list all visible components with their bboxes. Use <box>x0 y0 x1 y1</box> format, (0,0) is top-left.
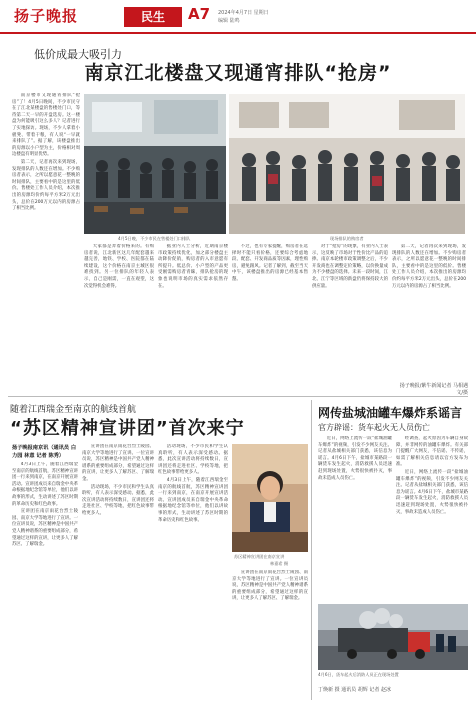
story2-photo <box>232 444 308 552</box>
story2-kicker: 随着江西瑞金至南京的航线首航 <box>10 405 137 415</box>
story2-column-4 <box>232 570 308 700</box>
masthead <box>0 0 476 34</box>
truck-fire-photo <box>318 604 468 670</box>
page-number: A7 <box>188 5 211 23</box>
story1-paragraph: 大家都是奔着价格来的。有购房者说，江北新区这几年配套越来越完善，地铁、学校、医院都在陆续建设，这个价格在南京主城区很难找到。另一位排队的年轻人表示，自己是刚需，一直在观望，这次觉得机会难得。 <box>84 244 154 289</box>
story2-paragraph: 活动现场，不少市民和学生认真聆听，有人表示深受感动。据悉，此次宣讲活动将持续数日，宣讲团还将走进社区、学校等地，把红色故事带给更多人。 <box>82 484 154 516</box>
story2-photo-credit: 林嘉希 摄 <box>270 561 289 566</box>
story2-paragraph: 4月3日上午，随着江西瑞金至南京的航线首航，苏区精神宣讲团一行来到南京，在南京开展宣讲活动。宣讲团成员来自瑞金中央革命根据地纪念馆等单位，他们以讲故事的形式，生动讲述了苏区时期的革命历史和红色故事。 <box>158 477 228 523</box>
story3-paragraph: 经调查，起火原因为车辆自身故障，并非网传的油罐车爆炸。有关部门提醒广大网友，不信谣、不传谣，如需了解相关信息请以官方发布为准。 <box>396 436 468 468</box>
section-divider <box>8 396 468 397</box>
story1-column-5 <box>312 244 388 392</box>
story1-headline: 南京江北楼盘又现通宵排队“抢房” <box>84 62 392 84</box>
story2-paragraph: 宣讲团在南京雨花台烈士陵园、南京大学等地进行了宣讲。一位宣讲员说，苏区精神是中国共产党人精神谱系的重要组成部分，希望通过这样的宣讲，让更多人了解苏区、了解瑞金。 <box>12 509 78 548</box>
story1-photo-right-caption: 现场排队的购房者 <box>330 236 364 241</box>
story1-column-6 <box>392 244 466 378</box>
story2-column-2 <box>82 444 154 700</box>
speaker-photo <box>232 444 308 552</box>
story1-paragraph: 第二天，记者再次来到现场，发现排队的人数还在增加。不少购房者表示，之所以愿意花一整晚的时间排队，主要看中的是这里的低价。售楼处工作人员介绍，本次推出的房源均价约每平方米2万元出头，总价在200万元以内的房源占了相当比例。 <box>392 244 466 289</box>
story2-paragraph: 宣讲团在南京雨花台烈士陵园、南京大学等地进行了宣讲。一位宣讲员说，苏区精神是中国共产党人精神谱系的重要组成部分，希望通过这样的宣讲，让更多人了解苏区、了解瑞金。 <box>232 570 308 602</box>
story3-photo-caption: 4月6日，货车起火后消防人员正在现场处置 <box>318 672 399 677</box>
story2-paragraph: 活动现场，不少市民和学生认真聆听，有人表示深受感动。据悉，此次宣讲活动将持续数日，宣讲团还将走进社区、学校等地，把红色故事带给更多人。 <box>158 444 228 476</box>
story1-photo-left-caption: 4月5日晚，不少市民在售楼处门口排队 <box>118 236 191 241</box>
story1-paragraph: 不过，也有专家提醒，购房者在选择时不能只看价格，还要综合考虑地段、配套、开发商品质等因素，理性购房，避免跟风。记者了解到，截至当天中午，该楼盘推出的房源已经基本售罄。 <box>232 244 308 282</box>
story3-column-1 <box>318 436 392 602</box>
story1-paragraph: 南京楼市又现通宵排队“抢房”了！4月5日晚间，不少市民守在了江北某楼盘的售楼处门口，等待第二天一早的开盘选房。这一楼盘为何能吸引这么多人？记者进行了实地探访。现场，不少人拿着小板凳、带着干粮，有人说“一早就来排队了”。据了解，该楼盘推出的房源以小户型为主，价格相对周边楼盘有明显优势。 <box>12 93 80 158</box>
story1-paragraph: 据业内人士分析，近期南京楼市政策持续优化，加之部分楼盘主动降价促销，购房者的入市意愿有所提升。低总价、小户型的产品更受刚需购房者青睐，排队抢房的现象也说明市场的真实需求依然存在。 <box>158 244 228 289</box>
story1-kicker: 低价成最大吸引力 <box>34 48 122 61</box>
meta-line: 2024年4月7日 星期日 <box>218 10 269 16</box>
page-meta <box>218 10 269 25</box>
story2-lead-subhead: 扬子晚报南京讯（通讯员 白力园 林意 记者 陈秀） <box>12 445 77 459</box>
story1-photo-left <box>84 94 226 234</box>
story2-paragraph: 宣讲团在南京雨花台烈士陵园、南京大学等地进行了宣讲。一位宣讲员说，苏区精神是中国共产党人精神谱系的重要组成部分，希望通过这样的宣讲，让更多人了解苏区、了解瑞金。 <box>82 444 154 482</box>
meta-line: 编辑 陆鸣 <box>218 17 240 24</box>
story2-photo-caption: 苏区精神宣讲团在南京宣讲 <box>234 554 285 559</box>
story2-column-3 <box>158 444 228 700</box>
story1-paragraph: 第二天，记者再次来到现场，发现排队的人数还在增加。不少购房者表示，之所以愿意花一整晚的时间排队，主要看中的是这里的低价。售楼处工作人员介绍，本次推出的房源均价约每平方米2万元出头，总价在200万元以内的房源占了相当比例。 <box>12 159 80 212</box>
newspaper-logo: 扬子晚报 <box>14 7 79 25</box>
story1-column-2 <box>84 244 154 392</box>
story1-column-3 <box>158 244 228 392</box>
story2-headline: “苏区精神宣讲团”首次来宁 <box>10 418 245 439</box>
story3-paragraph: 近日，网络上流传一段“盐城油罐车爆炸”的视频，引发不少网友关注。记者从盐城相关部门获悉，该信息为谣言。4月6日下午，盐城市某路段一辆货车发生起火，消防救援人员迅速赶到现场处置，火势很快被扑灭，事故未造成人员伤亡。 <box>396 469 468 515</box>
story3-photo <box>318 604 468 670</box>
story3-paragraph: 近日，网络上流传一段“盐城油罐车爆炸”的视频，引发不少网友关注。记者从盐城相关部门获悉，该信息为谣言。4月6日下午，盐城市某路段一辆货车发生起火，消防救援人员迅速赶到现场处置，火势很快被扑灭，事故未造成人员伤亡。 <box>318 436 392 481</box>
story1-column-4 <box>232 244 308 392</box>
story1-byline: 扬子晚报/紫牛新闻记者 马相遇 文/摄 <box>399 383 468 396</box>
story2-paragraph: 4月3日上午，随着江西瑞金至南京的航线首航，苏区精神宣讲团一行来到南京，在南京开展宣讲活动。宣讲团成员来自瑞金中央革命根据地纪念馆等单位，他们以讲故事的形式，生动讲述了苏区时期的革命历史和红色故事。 <box>12 462 78 507</box>
story3-headline: 网传盐城油罐车爆炸系谣言 <box>318 406 463 420</box>
story3-byline: 丁焕新 摄 通讯员 胡辉 记者 赵冰 <box>318 687 391 693</box>
column-divider <box>311 400 312 700</box>
queue-photo-left <box>84 94 226 234</box>
story2-column-1 <box>12 462 78 700</box>
story3-kicker: 官方辟谣：货车起火无人员伤亡 <box>318 423 430 432</box>
story1-column-1 <box>12 93 80 393</box>
story1-paragraph: 对于“抢房”的现象，有业内人士表示，这反映了市场对于性价比产品的追捧。南京本轮楼市政策调整之后，不少开发商也在调整定价策略，以价换量成为不少楼盘的选择。未来一段时间，江北、江宁等区域的新盘仍将保持较大的供应量。 <box>312 244 388 289</box>
story3-column-2 <box>396 436 468 602</box>
queue-photo-right <box>229 94 465 234</box>
section-tag: 民生 <box>124 7 182 27</box>
story1-photo-right <box>229 94 465 234</box>
